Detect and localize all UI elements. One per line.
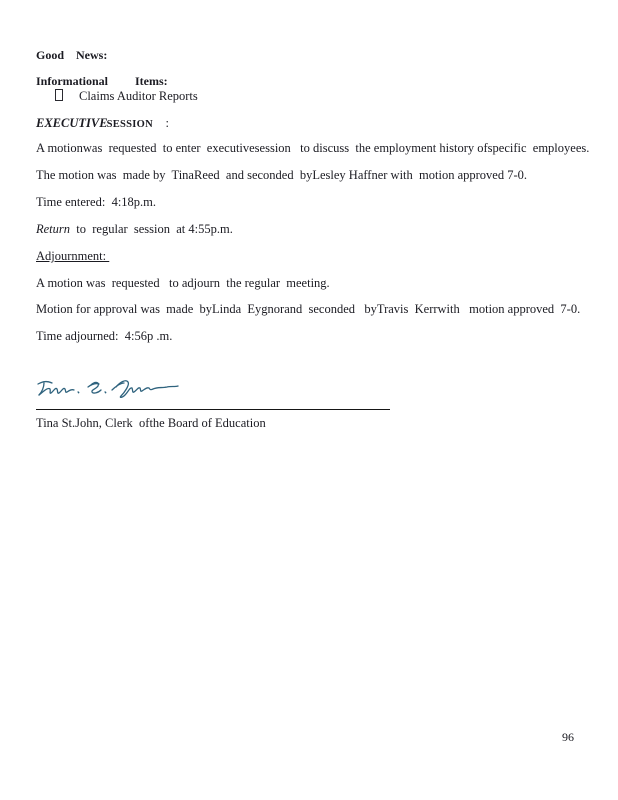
adjournment-heading: Adjournment: [36, 249, 110, 263]
clerk-name-line: Tina St.John, Clerk ofthe Board of Education [36, 416, 266, 430]
paragraph-motion-made: The motion was made by TinaReed and seconded byLesley Haffner with motion approved 7-0. [36, 168, 527, 182]
session-word: SESSION [106, 119, 154, 130]
bullet-item-label: Claims Auditor Reports [79, 89, 198, 103]
time-entered-line: Time entered: 4:18p.m. [36, 195, 157, 209]
signature-ink-icon [36, 371, 186, 405]
signature-rule [36, 409, 390, 410]
paragraph-adjourn-request: A motion was requested to adjourn the regular meeting. [36, 276, 330, 290]
time-adjourned-line: Time adjourned: 4:56p .m. [36, 329, 173, 343]
return-rest: to regular session at 4:55p.m. [70, 222, 233, 236]
executive-word: EXECUTIVE [36, 116, 108, 130]
paragraph-adjourn-approval: Motion for approval was made byLinda Eygnorand seconded byTravis Kerrwith motion approved 7-0. [36, 302, 581, 316]
heading-colon: : [153, 116, 170, 130]
bullet-box-icon [55, 89, 63, 101]
informational-items-heading: Informational Items: [36, 74, 168, 88]
bullet-list-item [55, 89, 198, 103]
executive-session-heading [36, 116, 169, 131]
handwritten-signature [36, 371, 186, 405]
good-news-heading: Good News: [36, 48, 108, 62]
return-word: Return [36, 222, 71, 236]
page-number: 96 [562, 730, 574, 744]
return-session-line [36, 222, 233, 236]
paragraph-enter-session: A motionwas requested to enter executivesession to discuss the employment history ofspecific employees. [36, 141, 590, 155]
